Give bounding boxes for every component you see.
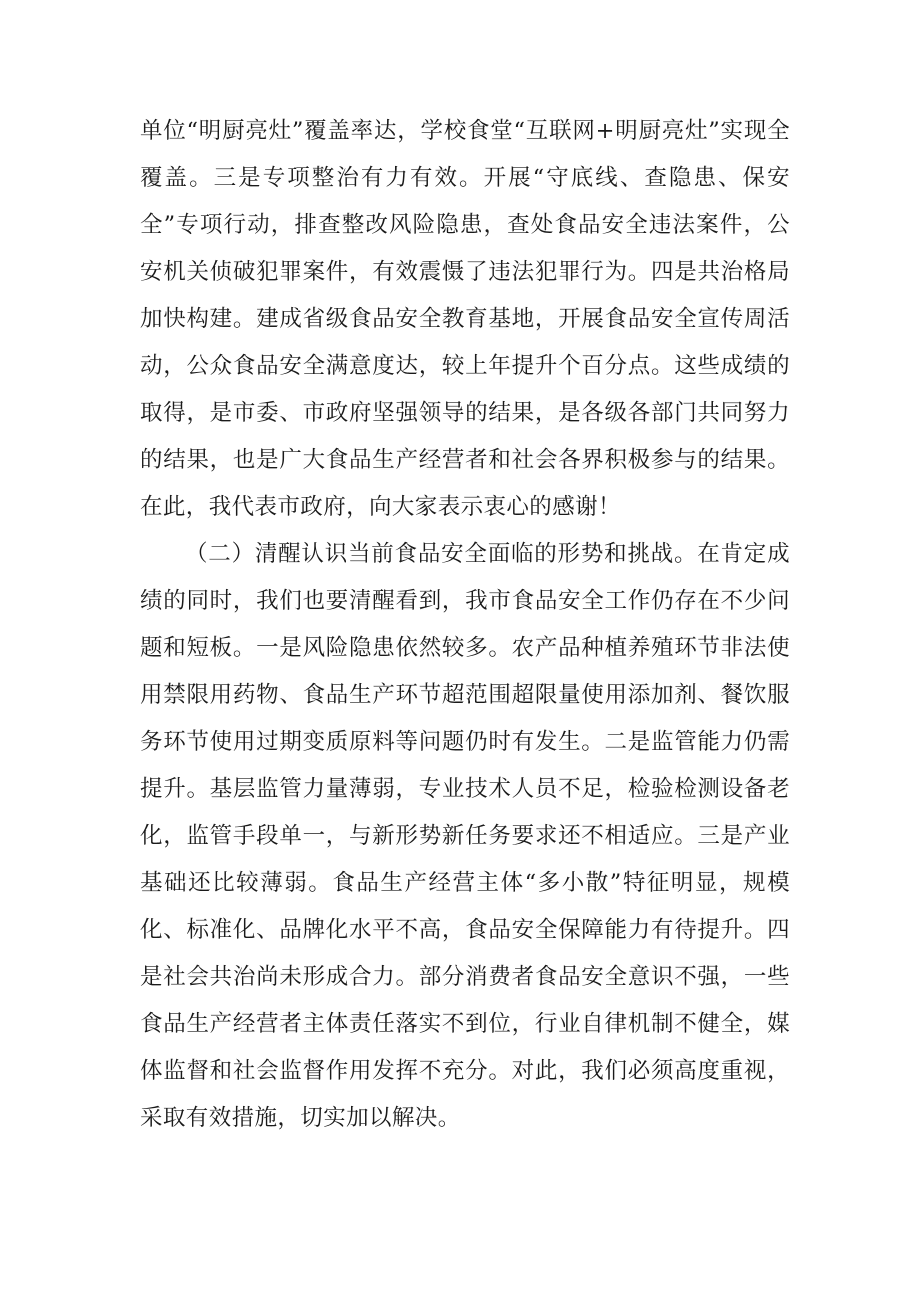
document-body [140,108,790,1142]
paragraph-achievements: 单位“明厨亮灶”覆盖率达，学校食堂“互联网+明厨亮灶”实现全覆盖。三是专项整治有力有效。开展“守底线、查隐患、保安全”专项行动，排查整改风险隐患，查处食品安全违法案件，公安机关侦破犯罪案件，有效震慑了违法犯罪行为。四是共治格局加快构建。建成省级食品安全教育基地，开展食品安全宣传周活动，公众食品安全满意度达，较上年提升个百分点。这些成绩的取得，是市委、市政府坚强领导的结果，是各级各部门共同努力的结果，也是广大食品生产经营者和社会各界积极参与的结果。在此，我代表市政府，向大家表示衷心的感谢！ [140,118,790,520]
paragraph-challenges: （二）清醒认识当前食品安全面临的形势和挑战。在肯定成绩的同时，我们也要清醒看到，我市食品安全工作仍存在不少问题和短板。一是风险隐患依然较多。农产品种植养殖环节非法使用禁限用药物、食品生产环节超范围超限量使用添加剂、餐饮服务环节使用过期变质原料等问题仍时有发生。二是监管能力仍需提升。基层监管力量薄弱，专业技术人员不足，检验检测设备老化，监管手段单一，与新形势新任务要求还不相适应。三是产业基础还比较薄弱。食品生产经营主体“多小散”特征明显，规模化、标准化、品牌化水平不高，食品安全保障能力有待提升。四是社会共治尚未形成合力。部分消费者食品安全意识不强，一些食品生产经营者主体责任落实不到位，行业自律机制不健全，媒体监督和社会监督作用发挥不充分。对此，我们必须高度重视，采取有效措施，切实加以解决。 [140,541,790,1131]
